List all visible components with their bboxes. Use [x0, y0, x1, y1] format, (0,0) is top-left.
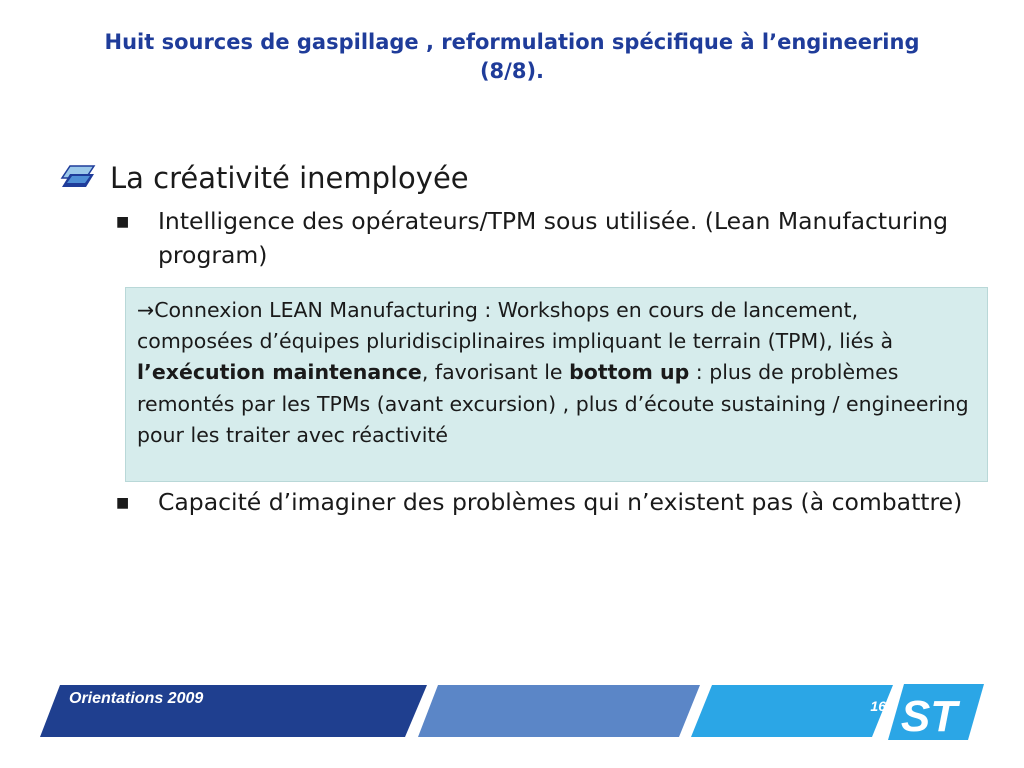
sub-bullet-text: Intelligence des opérateurs/TPM sous utilisée. (Lean Manufacturing program) — [158, 207, 949, 269]
page-number: 16 — [870, 698, 886, 714]
svg-text:ST: ST — [900, 692, 958, 741]
sub-bullet-text: Capacité d’imaginer des problèmes qui n’existent pas (à combattre) — [158, 488, 963, 516]
square-bullet-icon: ■ — [116, 495, 130, 511]
main-bullet-text: La créativité inemployée — [110, 161, 469, 195]
bullet-icon — [60, 163, 96, 193]
callout-text: : plus de problèmes remontés par les TPMs (avant excursion) , plus d’écoute sustaining / engineering pour les traiter avec réactivité — [137, 360, 969, 447]
callout-text: Connexion LEAN Manufacturing : Workshops en cours de lancement, composées d’équipes pluridisciplinaires impliquant le terrain (TPM), liés à — [137, 298, 894, 354]
sub-bullet — [110, 204, 970, 272]
st-logo-icon — [888, 684, 984, 741]
sub-bullet — [110, 485, 970, 521]
callout-bold-text: l’exécution maintenance — [137, 360, 422, 385]
callout-text: , favorisant le — [421, 360, 570, 385]
slide-title: Huit sources de gaspillage , reformulation spécifique à l’engineering (8/8). — [104, 30, 920, 83]
callout-bold-text: bottom up — [569, 360, 690, 385]
footer-label: Orientations 2009 — [69, 690, 204, 707]
arrow-icon: → — [137, 298, 155, 322]
square-bullet-icon: ■ — [116, 214, 130, 230]
callout-box — [125, 287, 988, 482]
footer-mid-bar — [418, 685, 700, 737]
main-bullet — [60, 158, 980, 198]
